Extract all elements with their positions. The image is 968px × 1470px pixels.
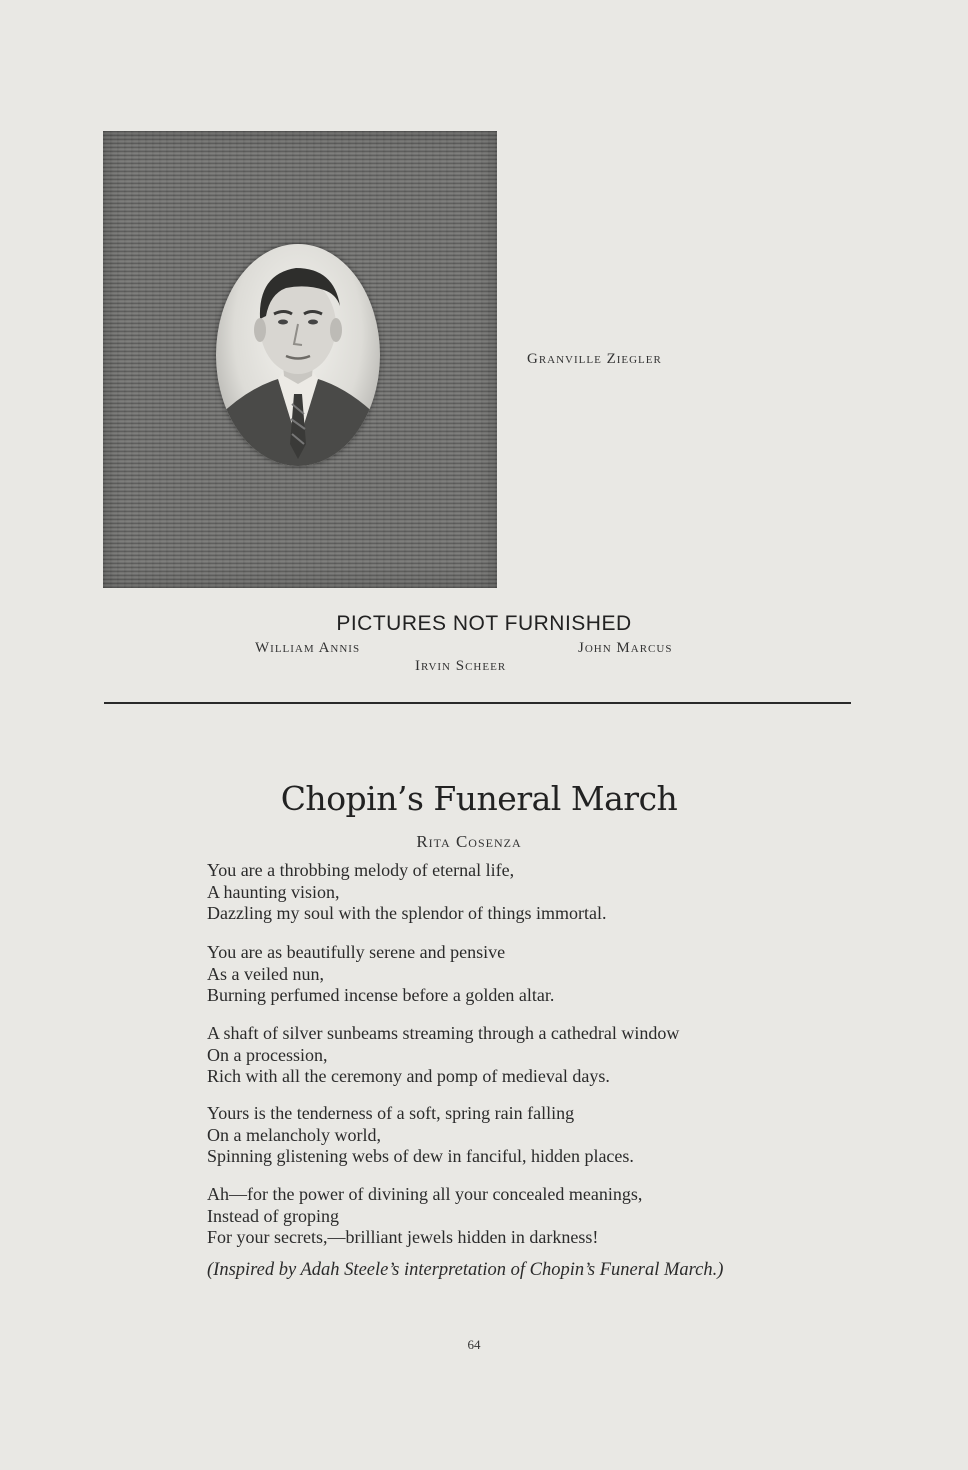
- poem-line: For your secrets,—brilliant jewels hidden in darkness!: [207, 1227, 599, 1247]
- poem-line: You are as beautifully serene and pensive: [207, 942, 506, 962]
- poem-line: A shaft of silver sunbeams streaming through a cathedral window: [207, 1023, 680, 1043]
- section-divider: [104, 702, 851, 704]
- poem-line: Burning perfumed incense before a golden altar.: [207, 985, 555, 1005]
- poem-inspiration-note: (Inspired by Adah Steele’s interpretation of Chopin’s Funeral March.): [207, 1260, 724, 1280]
- portrait-illustration: [216, 244, 380, 466]
- poem-stanza: [207, 1184, 642, 1249]
- poem-line: Dazzling my soul with the splendor of things immortal.: [207, 903, 607, 923]
- page-number: 64: [467, 1337, 481, 1352]
- poem-stanza: [207, 1103, 634, 1168]
- poem-line: Spinning glistening webs of dew in fanciful, hidden places.: [207, 1146, 634, 1166]
- pictures-not-furnished-heading: PICTURES NOT FURNISHED: [336, 612, 632, 635]
- portrait-photo-frame: [103, 131, 497, 588]
- portrait-photo: [216, 244, 380, 466]
- poem-stanza: [207, 860, 606, 925]
- poem-title: Chopin’s Funeral March: [280, 779, 678, 818]
- poem-line: Ah—for the power of divining all your concealed meanings,: [207, 1184, 643, 1204]
- missing-picture-name: John Marcus: [578, 640, 673, 656]
- poem-line: As a veiled nun,: [207, 963, 324, 984]
- missing-picture-name: Irvin Scheer: [415, 658, 507, 674]
- poem-stanza: [207, 1023, 679, 1088]
- poem-line: On a melancholy world,: [207, 1124, 381, 1145]
- poem-line: Instead of groping: [207, 1205, 339, 1226]
- poem-stanza: [207, 942, 554, 1007]
- poem-line: Yours is the tenderness of a soft, spring rain falling: [207, 1103, 575, 1123]
- missing-picture-name: William Annis: [255, 640, 361, 656]
- poem-line: You are a throbbing melody of eternal life,: [207, 860, 515, 880]
- poem-line: A haunting vision,: [207, 881, 340, 902]
- poem-line: Rich with all the ceremony and pomp of medieval days.: [207, 1066, 610, 1086]
- poem-line: On a procession,: [207, 1044, 328, 1065]
- poem-author: Rita Cosenza: [416, 832, 522, 851]
- portrait-caption: Granville Ziegler: [527, 351, 662, 367]
